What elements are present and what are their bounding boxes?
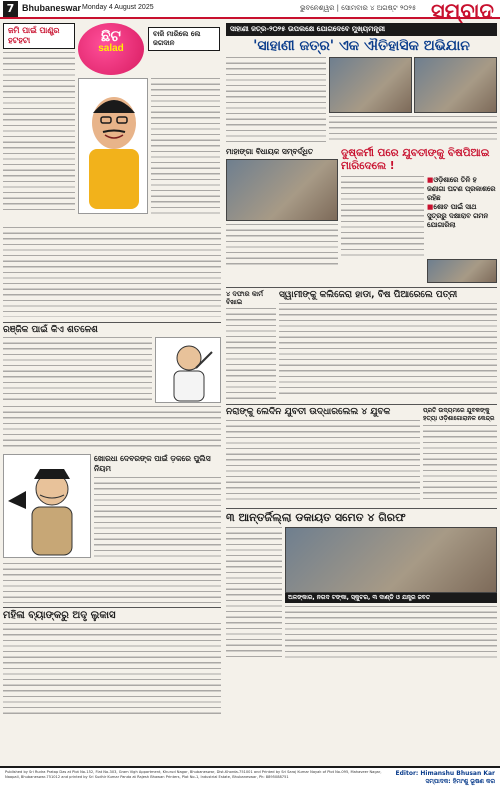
article-text: [3, 52, 75, 212]
story3-headline: ଖୋରଧା ଦେବରଙ୍କ ପାଇଁ ଡ଼କରେ ପୁଲିସ ନିୟମ: [94, 454, 211, 473]
article-text: [341, 176, 424, 256]
divider: [226, 404, 497, 405]
third-headline: ୪ ଦଫାର କାର୍ମ ବିଖାଇ: [226, 290, 263, 306]
caricature-drawing: [79, 79, 148, 214]
article-text: [329, 116, 497, 142]
right-column: [226, 23, 497, 658]
highlights-list: [427, 176, 497, 230]
article-text: [226, 308, 276, 400]
masthead-logo: ସମ୍ବାଦ: [431, 0, 494, 23]
lead-headline: 'ସାହାଣୀ ଜତ୍ର' ଏକ ଐତିହାସିକ ଅଭିଯାନ: [253, 38, 470, 54]
article-text: [226, 527, 282, 657]
article-text: [226, 57, 326, 143]
article-text: [3, 227, 221, 317]
article-text: [3, 337, 152, 403]
seized-items-photo: [285, 527, 497, 593]
story4-headline: ମହିଳା ବ୍ୟାଙ୍କରୁ ଅଦୃ ଲୁକାସ: [3, 610, 116, 621]
wide-headline: ନରାଙ୍କୁ ଲେଦିନ ଯୁବତୀ ଉଦ୍ଧାରଲେଲ ୪ ଯୁବକ: [226, 407, 391, 417]
bottom-headline: ୩ ଆନ୍ତର୍ଜିଲ୍ଲା ଡକାୟତ ସମେତ ୪ ଗିରଫ: [226, 511, 406, 524]
article-text: [94, 477, 221, 559]
side-headline: ବାଜି ମାରିଲେ ଲେ ଜଗଦାନ: [153, 30, 201, 47]
article-text: [423, 425, 497, 501]
divider: [226, 287, 497, 288]
paper-name: Bhubaneswar: [22, 3, 82, 13]
article-text: [3, 563, 221, 603]
news-photo: [226, 159, 338, 221]
article-text: [285, 606, 497, 658]
side-story-headline: ପ୍ରତି ଉଦ୍ୟମରେ ଯୁବକଙ୍କୁ ହତ୍ୟା ଓଡ଼ିଶାଗୋରାନଳ କେନ୍ଦ୍ର: [423, 407, 495, 422]
photo-caption: ଅଳଙ୍କାର, ନଗଦ ଟଙ୍କା, ସ୍କୁଟର, ୩ ଦାଣ୍ଡି ଓ ଯନ୍ତ୍ର ଜବତ: [285, 593, 497, 603]
issue-date: Monday 4 August 2025: [82, 4, 154, 11]
top-left-headline-box: [3, 23, 75, 49]
highlight-item: ■ ଶୋଚ ପାଇଁ ସାଥ ସୁତ୍ରରୁ ଦକ୍ଷାରାବ ଗମନ ଯୋଗାରିଲା: [427, 203, 497, 230]
salad-logo-odia: ଛିଟ: [101, 27, 121, 45]
article-text: [226, 224, 338, 268]
imprint-footer: [0, 766, 500, 787]
editor-label-odia: ସମ୍ପାଦକ: ହିମାଂଶୁ ଭୂଷଣ କର: [425, 778, 495, 785]
editor-label: Editor: Himanshu Bhusan Kar: [395, 770, 495, 777]
article-text: [226, 420, 420, 504]
salad-logo: [78, 23, 144, 75]
left-column: [3, 23, 221, 715]
news-photo: [427, 259, 497, 283]
second-headline: ଦୁଷ୍କର୍ମୀ ପରେ ଯୁବତୀଙ୍କୁ ବିଷପିଆଇ ମାରିଦେଲେ !: [341, 147, 490, 172]
article-text: [151, 78, 220, 214]
cartoon-drawing: [156, 338, 221, 403]
caricature: [78, 78, 148, 214]
salad-logo-english: salad: [98, 43, 124, 54]
page-number: 7: [3, 1, 18, 17]
header-strip: [0, 0, 500, 19]
police-cartoon: [3, 454, 91, 558]
story2-headline: ରଞ୍ଜିକ ପାଇଁ କିଏ ଶତଳେଶ: [3, 325, 98, 335]
sub-headline: ମାହାଙ୍ଗା ବିଧାୟକ ସମ୍ବର୍ଦ୍ଧିତ: [226, 147, 314, 156]
article-text: [3, 623, 221, 715]
police-cartoon-drawing: [4, 455, 91, 558]
side-headline-box: [148, 27, 220, 51]
banner: ସାହାଣୀ ଜତ୍ର-୨୦୨୫ ଉପଲକ୍ଷେ ଯୋଗଦେବେ ମୁଖ୍ୟମନ୍ତ୍ରୀ: [226, 23, 497, 36]
editor-credit: [396, 770, 496, 786]
article-text: [279, 303, 497, 395]
news-photo: [414, 57, 497, 113]
imprint-text: Published by Sri Rudra Pratap Das at Plot No-152, Flat No-303, Gram Vigh Appartment, Khurud Nagar, Bhubaneswar, Dist-Khorda-751001 and Printed by Sri Saroj Kumar Nayak of Plot No-095, Mahaveer Nagar, Naapali, Bhubaneswar-751012 and printed by Sri Sudhir Kumar Panda at Rajesh Bhawan Printers, Plot No-1, Industrial Estate, Bhubaneswar, Ph: 8895088751: [5, 770, 382, 779]
fourth-headline: ସ୍ୱାମୀଙ୍କୁ କଲିଜେରା ହାଡା, ବିଷ ପିଆରେଲେ ପତ୍ନୀ: [279, 290, 458, 300]
highlight-item: ■ ଓଡ଼ିଶାରେ ତିନି ହ ଜଣାଗା ଘଟଣ ପ୍ରକାଶରେ ରହିଛ: [427, 176, 497, 203]
odia-date: ଭୁବନେଶ୍ୱର | ସୋମବାର ୪ ଅଗଷ୍ଟ ୨୦୨୫: [300, 4, 417, 12]
news-photo: [329, 57, 412, 113]
article-text: [3, 406, 221, 450]
cartoon-illustration: [155, 337, 221, 403]
top-left-headline: ଜମି ପାଇଁ ପାଣ୍ଡ୍ର ହଟହଟା: [8, 26, 60, 45]
